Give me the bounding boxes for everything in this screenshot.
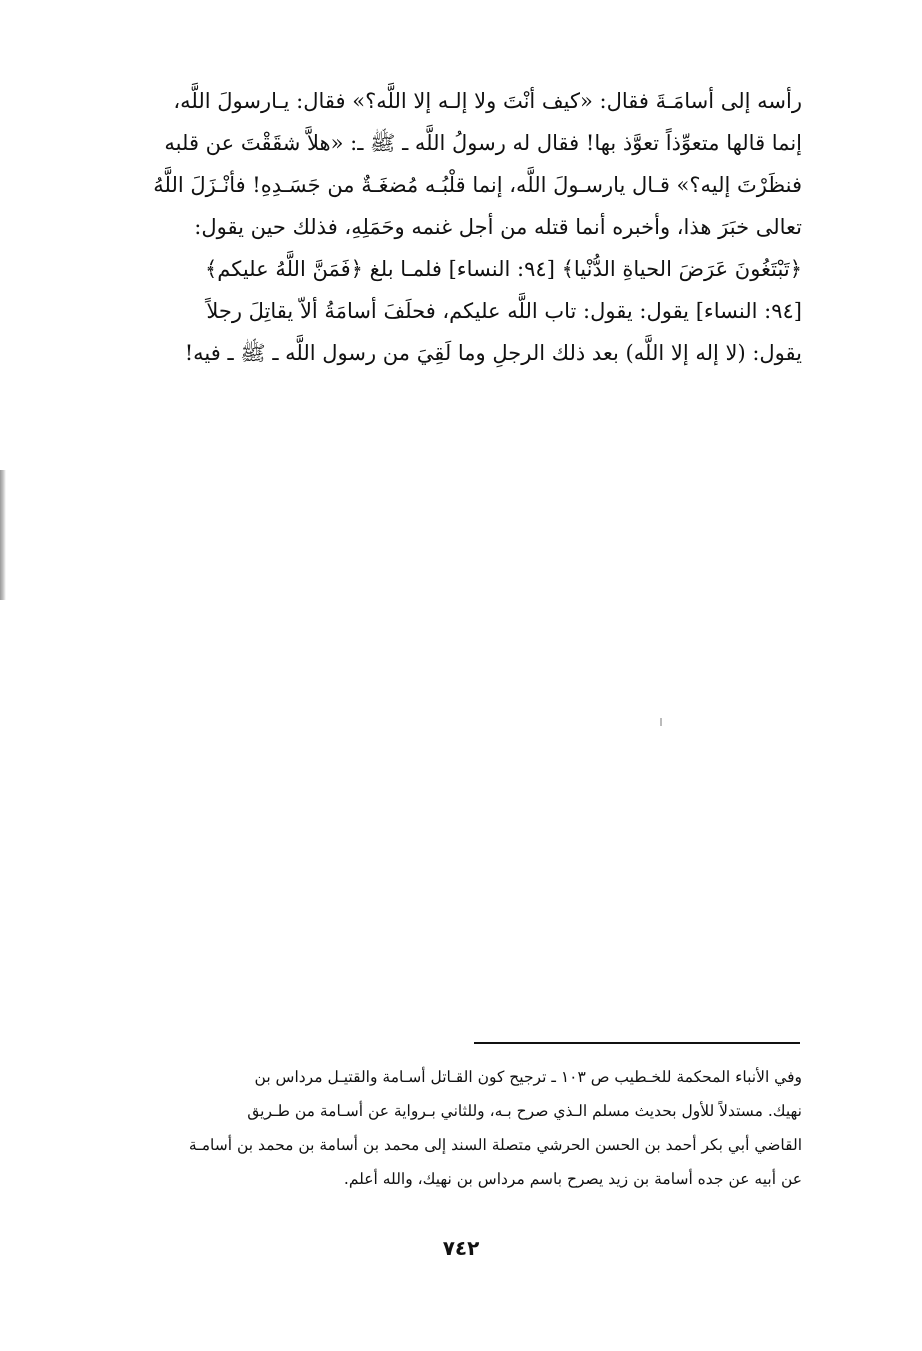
scan-speck-artifact	[660, 718, 662, 726]
page-number: ٧٤٢	[442, 1236, 480, 1260]
footnote-line: نهيك. مستدلاً للأول بحديث مسلم الـذي صرح بـه، وللثاني بـرواية عن أسـامة من طـريق	[247, 1102, 802, 1120]
main-text-line: إنما قالها متعوِّذاً تعوَّذ بها! فقال له رسولُ اللَّه ـ ﷺ ـ: «هلاَّ شقَقْتَ عن قلبه	[164, 131, 802, 155]
main-text-line: تعالى خبَرَ هذا، وأخبره أنما قتله من أجل غنمه وحَمَلِهِ، فذلك حين يقول:	[194, 215, 802, 239]
main-text-line: رأسه إلى أسامَـةَ فقال: «كيف أنْتَ ولا إلـه إلا اللَّه؟» فقال: يـارسولَ اللَّه،	[173, 89, 802, 113]
footnote-line: وفي الأنباء المحكمة للخـطيب ص ١٠٣ ـ ترجيح كون القـاتل أسـامة والقتيـل مرداس بن	[254, 1068, 802, 1086]
main-text-line: فنظَرْتَ إليه؟» قـال يارسـولَ اللَّه، إنما قلْبُـه مُضغَـةٌ من جَسَـدِهِ! فأنْـزَلَ اللَّهُ	[153, 173, 802, 197]
main-text-line: [٩٤: النساء] يقول: يقول: تاب اللَّه عليكم، فحلَفَ أسامَةُ ألاّ يقاتِلَ رجلاً	[206, 299, 802, 323]
scan-edge-artifact	[0, 470, 6, 600]
main-text-line: يقول: (لا إله إلا اللَّه) بعد ذلك الرجلِ وما لَقِيَ من رسول اللَّه ـ ﷺ ـ فيه!	[184, 341, 802, 365]
main-text-line: ﴿تَبْتَغُونَ عَرَضَ الحياةِ الدُّنْيا﴾ [٩٤: النساء] فلمـا بلغ ﴿فَمَنَّ اللَّهُ عليكم﴾	[204, 257, 802, 281]
footnote-line: عن أبيه عن جده أسامة بن زيد يصرح باسم مرداس بن نهيك، والله أعلم.	[343, 1170, 802, 1188]
footnote-separator	[474, 1042, 800, 1044]
main-text-block	[122, 80, 802, 374]
footnote-line: القاضي أبي بكر أحمد بن الحسن الحرشي متصلة السند إلى محمد بن أسامة بن محمد بن أسامـة	[188, 1136, 802, 1154]
footnote-block	[122, 1060, 802, 1196]
